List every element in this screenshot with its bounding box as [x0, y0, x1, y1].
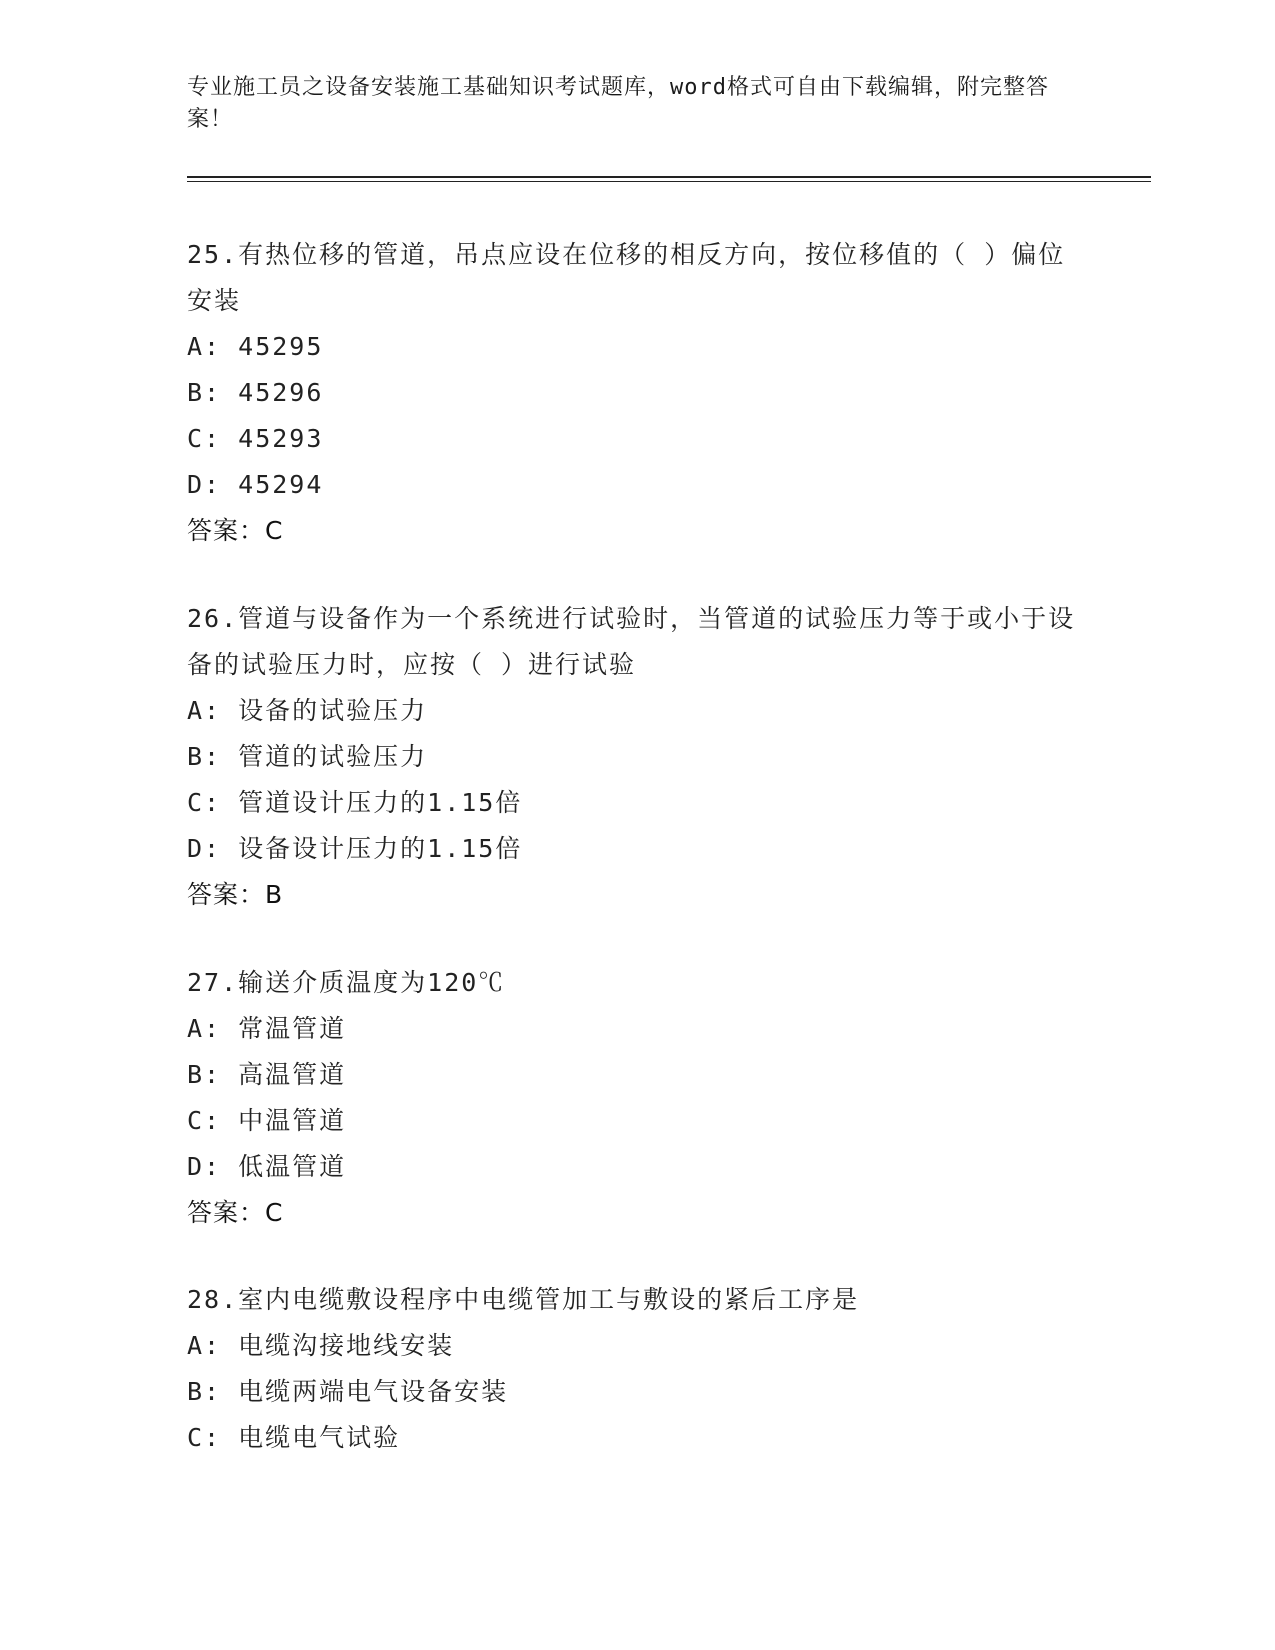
option-a: A: 电缆沟接地线安装: [187, 1331, 455, 1360]
option-d: D: 设备设计压力的1.15倍: [187, 834, 523, 863]
question-26: [187, 596, 1087, 918]
option-b: B: 管道的试验压力: [187, 742, 428, 771]
option-c: C: 45293: [187, 424, 324, 453]
header-divider: [187, 176, 1151, 178]
question-28: [187, 1277, 1087, 1461]
option-c: C: 中温管道: [187, 1106, 347, 1135]
question-stem: 28.室内电缆敷设程序中电缆管加工与敷设的紧后工序是: [187, 1285, 860, 1314]
option-d: D: 45294: [187, 470, 324, 499]
option-b: B: 电缆两端电气设备安装: [187, 1377, 509, 1406]
option-c: C: 电缆电气试验: [187, 1423, 401, 1452]
option-c: C: 管道设计压力的1.15倍: [187, 788, 523, 817]
answer: 答案：C: [187, 516, 284, 545]
answer: 答案：C: [187, 1198, 284, 1227]
question-stem: 27.输送介质温度为120℃: [187, 968, 506, 997]
header-divider-thin: [187, 181, 1151, 182]
option-b: B: 45296: [187, 378, 324, 407]
question-27: [187, 960, 1087, 1236]
answer: 答案：B: [187, 880, 284, 909]
option-a: A: 常温管道: [187, 1014, 347, 1043]
option-d: D: 低温管道: [187, 1152, 347, 1181]
option-a: A: 45295: [187, 332, 324, 361]
question-stem: 25.有热位移的管道，吊点应设在位移的相反方向，按位移值的（ ）偏位安装: [187, 240, 1066, 315]
option-b: B: 高温管道: [187, 1060, 347, 1089]
document-header: 专业施工员之设备安装施工基础知识考试题库，word格式可自由下载编辑，附完整答案！: [187, 75, 1049, 132]
option-a: A: 设备的试验压力: [187, 696, 428, 725]
question-25: [187, 232, 1087, 554]
question-stem: 26.管道与设备作为一个系统进行试验时，当管道的试验压力等于或小于设备的试验压力时，应按（ ）进行试验: [187, 604, 1076, 679]
